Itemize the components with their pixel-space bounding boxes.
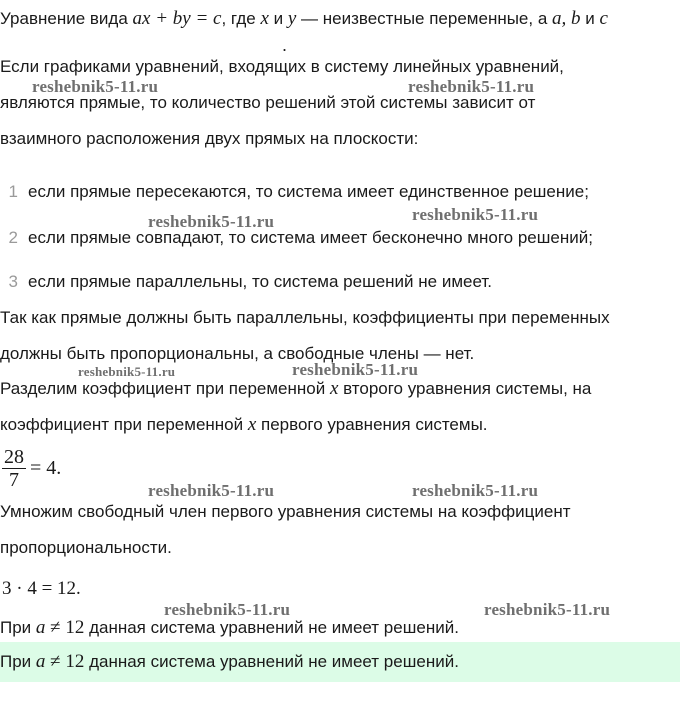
answer-line — [0, 651, 459, 673]
answer-text: данная система уравнений не имеет решений. — [84, 652, 459, 671]
product-equation: 3 · 4 = 12. — [2, 578, 81, 599]
conclusion-text: данная система уравнений не имеет решений. — [84, 618, 459, 637]
para3-text: Разделим коэффициент при переменной — [0, 379, 330, 398]
conclusion-text: При — [0, 618, 36, 637]
fraction-result: = 4. — [30, 457, 62, 479]
para2-line1: Так как прямые должны быть параллельны, коэффициенты при переменных — [0, 308, 610, 327]
var-a: a — [35, 651, 46, 672]
para3-line2 — [0, 414, 488, 436]
var-ab: a, b — [552, 8, 581, 29]
equation-inline: ax + by = c — [132, 8, 222, 29]
stray-dot: . — [282, 35, 288, 55]
list-item — [0, 271, 492, 293]
watermark: reshebnik5-11.ru — [164, 600, 291, 619]
para4-line1: Умножим свободный член первого уравнения системы на коэффициент — [0, 502, 571, 521]
var-x: x — [247, 414, 257, 435]
fraction — [2, 446, 26, 491]
fraction-denominator: 7 — [9, 469, 19, 491]
list-number: 3 — [8, 272, 18, 291]
intro-text: — неизвестные переменные, а — [296, 9, 553, 28]
inequality: ≠ 12 — [45, 651, 85, 672]
conclusion-line — [0, 617, 459, 639]
var-a: a — [35, 617, 46, 638]
list-item — [0, 227, 593, 249]
intro-text: и — [580, 9, 600, 28]
watermark: reshebnik5-11.ru — [78, 364, 176, 379]
watermark: reshebnik5-11.ru — [148, 212, 275, 231]
para3-line1 — [0, 378, 591, 400]
intro-line — [0, 8, 608, 30]
intro-text: Уравнение вида — [0, 9, 133, 28]
watermark: reshebnik5-11.ru — [148, 481, 275, 500]
para2-line2: должны быть пропорциональны, а свободные члены — нет. — [0, 344, 475, 363]
watermark: reshebnik5-11.ru — [484, 600, 611, 619]
var-c: c — [599, 8, 608, 29]
list-text: если прямые совпадают, то система имеет бесконечно много решений; — [28, 228, 593, 247]
para3-text: первого уравнения системы. — [256, 415, 488, 434]
list-number: 2 — [8, 228, 18, 247]
fraction-equation — [2, 446, 61, 491]
list-text: если прямые пересекаются, то система имеет единственное решение; — [28, 182, 589, 201]
intro-text: , где — [221, 9, 261, 28]
para1-line3: взаимного расположения двух прямых на плоскости: — [0, 129, 419, 148]
answer-text: При — [0, 652, 36, 671]
var-x: x — [329, 378, 339, 399]
fraction-numerator: 28 — [4, 446, 24, 468]
para3-text: коэффициент при переменной — [0, 415, 248, 434]
var-x: x — [260, 8, 269, 29]
watermark: reshebnik5-11.ru — [412, 205, 539, 224]
watermark: reshebnik5-11.ru — [292, 360, 419, 379]
var-y: y — [287, 8, 297, 29]
answer-box — [0, 642, 680, 682]
list-item — [0, 181, 589, 203]
intro-text: и — [268, 9, 288, 28]
para4-line2: пропорциональности. — [0, 538, 172, 557]
watermark: reshebnik5-11.ru — [408, 77, 535, 96]
watermark: reshebnik5-11.ru — [32, 77, 159, 96]
para1-line2: являются прямые, то количество решений этой системы зависит от — [0, 93, 536, 112]
para1-line1: Если графиками уравнений, входящих в систему линейных уравнений, — [0, 57, 564, 76]
list-number: 1 — [8, 182, 18, 201]
list-text: если прямые параллельны, то система решений не имеет. — [28, 272, 492, 291]
para3-text: второго уравнения системы, на — [338, 379, 592, 398]
watermark: reshebnik5-11.ru — [412, 481, 539, 500]
inequality: ≠ 12 — [45, 617, 85, 638]
